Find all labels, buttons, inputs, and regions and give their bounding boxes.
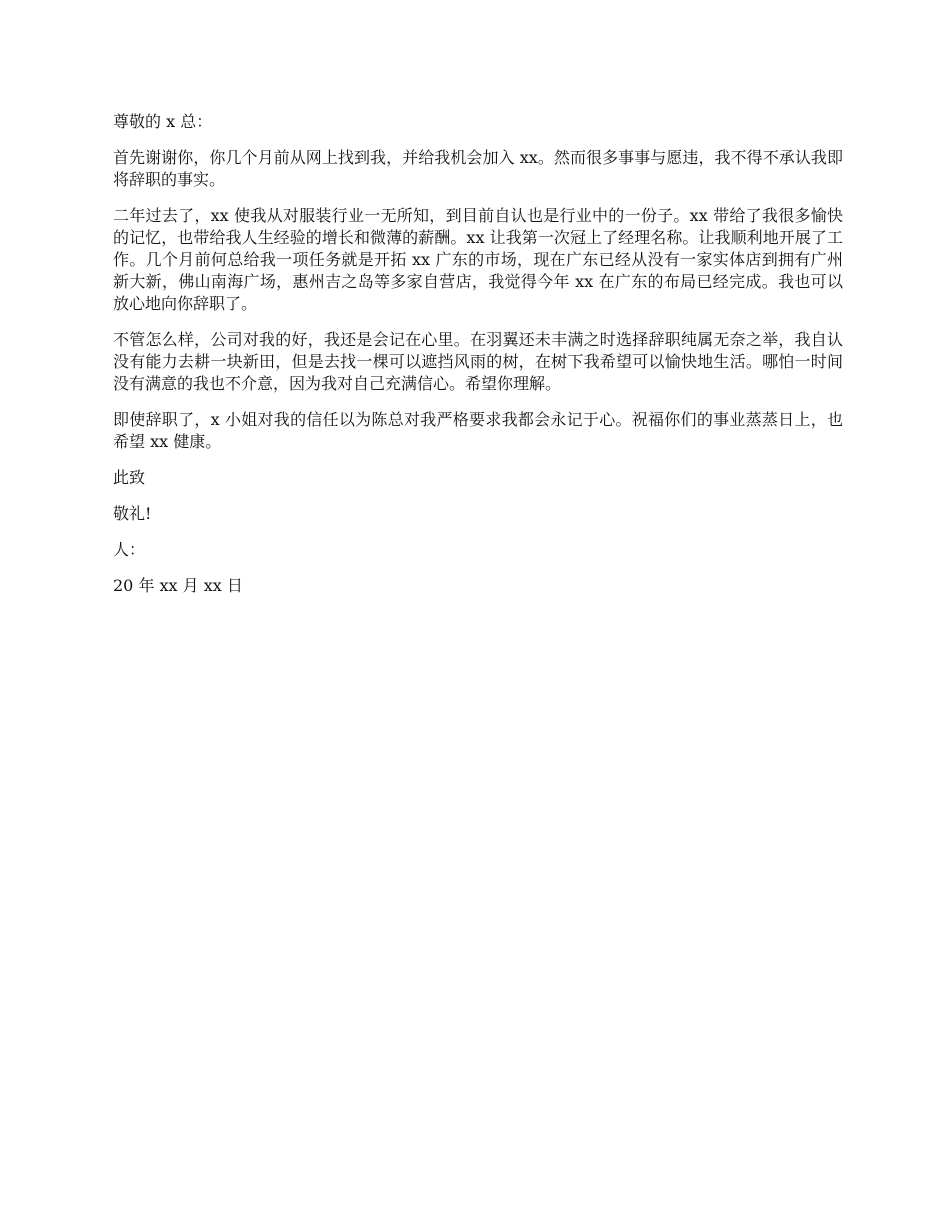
letter-salutation: 尊敬的 x 总： [113,112,213,131]
letter-paragraph-2: 二年过去了，xx 使我从对服装行业一无所知，到目前自认也是行业中的一份子。xx 带给了我很多愉快的记忆，也带给我人生经验的增长和微薄的薪酬。xx 让我第一次冠上了经理名称。让我顺利地开展了工作。几个月前何总给我一项任务就是开拓 xx 广东的市场，现在广东已经从没有一家实体店到拥有广州新大新，佛山南海广场，惠州吉之岛等多家自营店，我觉得今年 xx 在广东的布局已经完成。我也可以放心地向你辞职了。 [113,206,843,313]
resignation-letter [113,111,843,611]
letter-closing-1: 此致 [113,468,146,487]
letter-paragraph-1: 首先谢谢你，你几个月前从网上找到我，并给我机会加入 xx。然而很多事事与愿违，我不得不承认我即将辞职的事实。 [113,148,843,189]
letter-date: 20 年 xx 月 xx 日 [113,576,243,595]
letter-signature: 人： [113,540,146,559]
letter-paragraph-4: 即使辞职了，x 小姐对我的信任以为陈总对我严格要求我都会永记于心。祝福你们的事业蒸蒸日上，也希望 xx 健康。 [113,410,843,451]
letter-paragraph-3: 不管怎么样，公司对我的好，我还是会记在心里。在羽翼还未丰满之时选择辞职纯属无奈之举，我自认没有能力去耕一块新田，但是去找一棵可以遮挡风雨的树，在树下我希望可以愉快地生活。哪怕一时间没有满意的我也不介意，因为我对自己充满信心。希望你理解。 [113,330,843,393]
letter-closing-2: 敬礼! [113,504,152,523]
